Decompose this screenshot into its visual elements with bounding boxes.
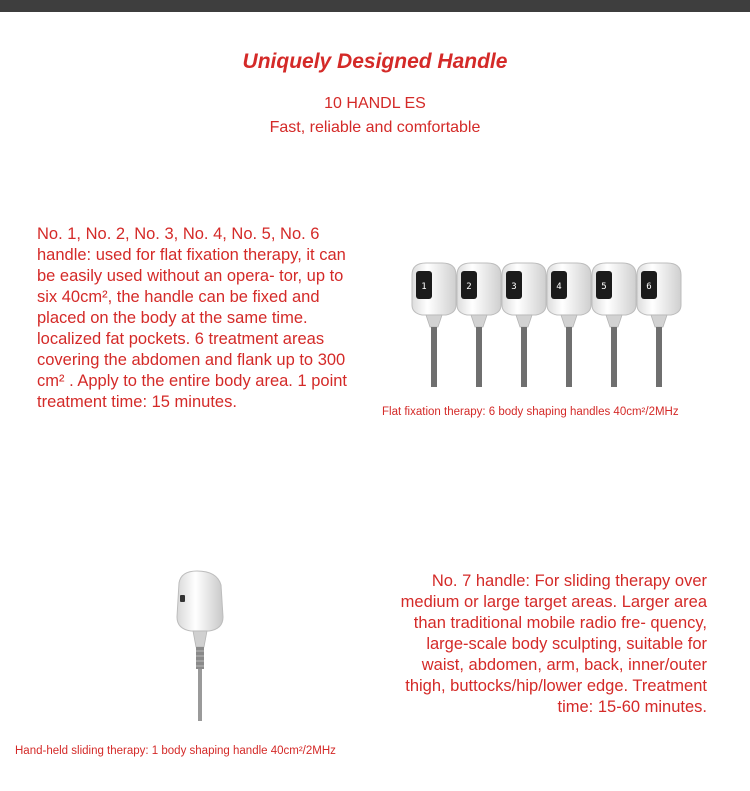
handle-number-label: 2 — [466, 282, 472, 292]
flat-fixation-description: No. 1, No. 2, No. 3, No. 4, No. 5, No. 6 handle: used for flat fixation therapy, it can be easily used without an opera- tor, up to six 40cm², the handle can be fixed and placed on the body at the same time. localized fat pockets. 6 treatment areas covering the abdomen and flank up to 300 cm² . Apply to the entire body area. 1 point treatment time: 15 minutes. — [37, 225, 348, 411]
handle-cable — [656, 327, 662, 387]
handheld-cable — [198, 669, 202, 721]
handle-cable — [566, 327, 572, 387]
handle-number-label: 4 — [556, 282, 562, 292]
sliding-therapy-description: No. 7 handle: For sliding therapy over medium or large target areas. Larger area than traditional mobile radio fre- quency, large-scale body sculpting, suitable for waist, abdomen, arm, back, inner/outer thigh, buttocks/hip/lower edge. Treatment time: 15-60 minutes. — [400, 572, 707, 716]
handle-cable — [521, 327, 527, 387]
top-bar — [0, 0, 750, 12]
handle-5 — [592, 263, 636, 387]
page-title: Uniquely Designed Handle — [242, 50, 508, 73]
six-handles-image — [400, 255, 700, 395]
handle-cable — [431, 327, 437, 387]
flat-fixation-caption: Flat fixation therapy: 6 body shaping handles 40cm²/2MHz — [382, 406, 679, 418]
subtitle-count: 10 HANDL ES — [324, 95, 426, 112]
handle-3 — [502, 263, 546, 387]
handheld-button — [180, 595, 185, 602]
handle-number-label: 1 — [421, 282, 427, 292]
handle-number-label: 3 — [511, 282, 517, 292]
handle-6 — [637, 263, 681, 387]
handheld-neck — [193, 631, 207, 647]
handle-1 — [412, 263, 456, 387]
subtitle-tagline: Fast, reliable and comfortable — [269, 119, 481, 136]
handle-4 — [547, 263, 591, 387]
sliding-therapy-caption: Hand-held sliding therapy: 1 body shaping handle 40cm²/2MHz — [15, 745, 336, 757]
handle-2 — [457, 263, 501, 387]
handle-number-label: 5 — [601, 282, 607, 292]
handheld-handle-image — [165, 565, 235, 725]
handle-number-label: 6 — [646, 282, 652, 292]
handle-cable — [476, 327, 482, 387]
handle-cable — [611, 327, 617, 387]
